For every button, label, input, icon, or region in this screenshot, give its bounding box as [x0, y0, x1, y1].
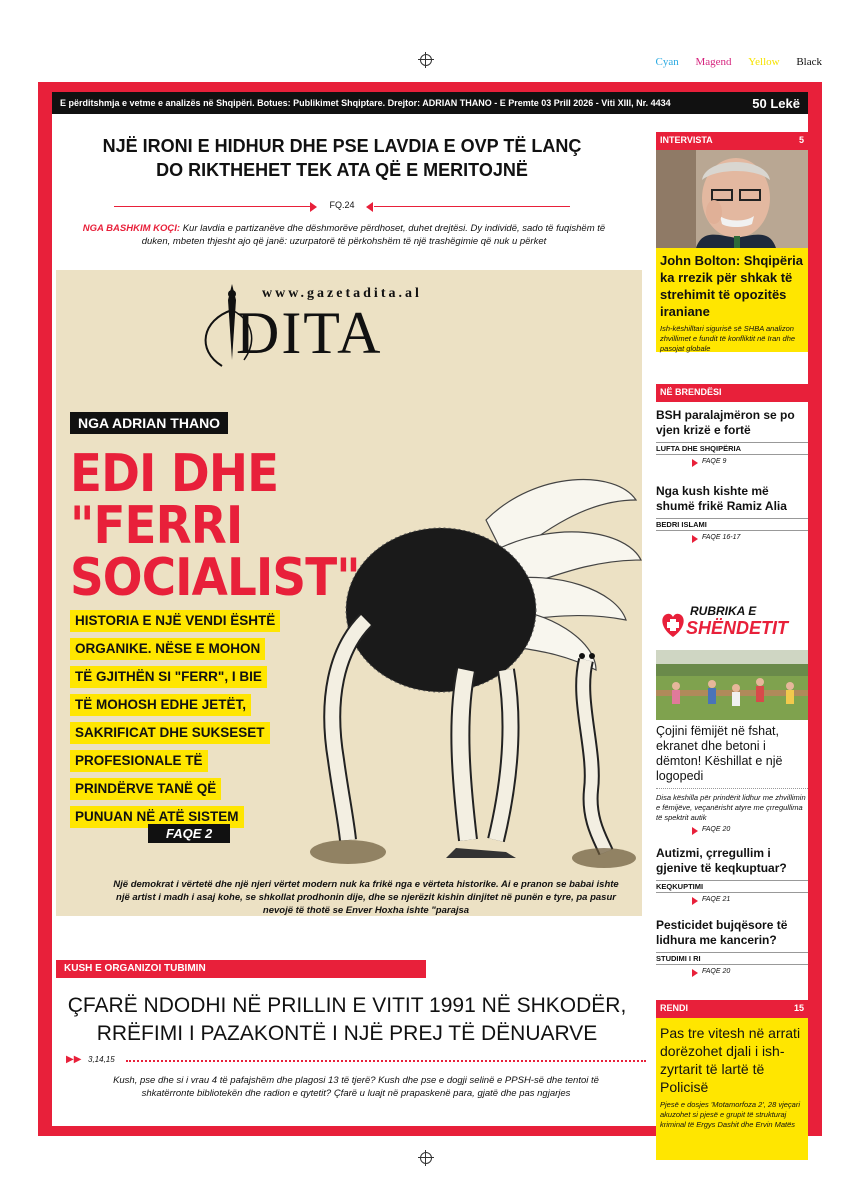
hero-byline: NGA ADRIAN THANO — [70, 412, 228, 434]
bottom-headline[interactable] — [52, 992, 642, 1048]
divider-left — [114, 206, 310, 207]
lead-headline[interactable] — [52, 134, 632, 182]
heart-cross-icon — [658, 610, 688, 640]
inside-item-headline: Autizmi, çrregullim i gjenive të keqkuptuar? — [656, 846, 787, 875]
health-label-2: SHËNDETIT — [686, 618, 789, 638]
highlight-line: SAKRIFICAT DHE SUKSESET — [70, 722, 270, 744]
health-desc: Disa këshilla për prindërit lidhur me zhvillimin e fëmijëve, veçanërisht atyre me çrregullima të spektrit autik — [656, 793, 806, 822]
inside-item[interactable] — [656, 408, 808, 465]
bolton-photo — [656, 150, 808, 248]
interview-desc: Ish-këshilltari sigurisë së SHBA analizon zhvillimet e fundit të konfliktit në Iran dhe pasojat globale — [660, 324, 796, 353]
hero-story[interactable] — [56, 270, 642, 916]
rendi-tab — [656, 1000, 808, 1018]
health-label-1: RUBRIKA E — [690, 604, 757, 618]
hero-caption: Një demokrat i vërtetë dhe një njeri vërtet modern nuk ka frikë nga e vërteta historike. Ai e pranon se babai ishte një artist i madh i asaj kohe, se shkollat prodhonin dije, dhe se njerëzit kishin dinjitet në punën e tyre, pa pasur nevojë të thotë se Enver Hoxha ishte "parajsa — [113, 879, 619, 916]
inside-item-headline: Pesticidet bujqësore të lidhura me kancerin? — [656, 918, 788, 947]
double-arrow-icon: ▶▶ — [66, 1054, 82, 1065]
lead-headline-line-1: NJË IRONI E HIDHUR DHE PSE LAVDIA E OVP TË LANÇ — [102, 136, 582, 156]
inside-item-category: BEDRI ISLAMI — [656, 518, 808, 531]
masthead-info: E përditshmja e vetme e analizës në Shqipëri. Botues: Publikimet Shqiptare. Drejtor: ADRIAN THANO - E Premte 03 Prill 2026 - Viti XIII, Nr. 4434 — [60, 98, 671, 108]
rendi-headline: Pas tre vitesh në arrati dorëzohet djali i ish-zyrtarit të lartë të Policisë — [660, 1025, 801, 1095]
hero-highlights — [70, 610, 310, 834]
hero-title-line-1: EDI DHE "FERRI — [70, 444, 279, 556]
bottom-page-numbers[interactable]: 3,14,15 — [88, 1055, 115, 1064]
highlight-line: PUNUAN NË ATË SISTEM — [70, 806, 244, 828]
highlight-line: PRINDËRVE TANË QË — [70, 778, 221, 800]
inside-item-page: FAQE 9 — [656, 458, 808, 465]
hero-title-line-2: SOCIALIST" — [70, 548, 360, 608]
interview-headline: John Bolton: Shqipëria ka rrezik për shkak të strehimit të opozitës iraniane — [660, 253, 803, 319]
inside-item-page: FAQE 20 — [656, 968, 808, 975]
inside-item-headline: Nga kush kishte më shumë frikë Ramiz Alia — [656, 484, 787, 513]
inside-item[interactable] — [656, 846, 808, 903]
bottom-page-ref — [66, 1054, 646, 1066]
masthead-bar — [52, 92, 808, 114]
highlight-line: TË MOHOSH EDHE JETËT, — [70, 694, 251, 716]
inside-item-category: STUDIMI I RI — [656, 952, 808, 965]
inside-item-page: FAQE 16-17 — [656, 534, 808, 541]
health-story[interactable] — [656, 724, 808, 833]
arrow-right-icon — [310, 202, 317, 212]
rendi-box[interactable] — [656, 1018, 808, 1160]
lead-page-ref — [52, 200, 632, 214]
inside-item[interactable] — [656, 484, 808, 541]
interview-tab — [656, 132, 808, 150]
color-magenta: Magend — [695, 56, 732, 68]
dotted-divider — [126, 1060, 646, 1062]
hero-title — [70, 444, 448, 608]
rendi-page: 15 — [793, 1003, 804, 1013]
registration-mark-top — [418, 52, 434, 68]
health-rubric — [656, 602, 808, 648]
lead-intro — [74, 222, 614, 248]
children-photo — [656, 650, 808, 720]
highlight-line: HISTORIA E NJË VENDI ËSHTË — [70, 610, 280, 632]
highlight-line: TË GJITHËN SI "FERR", I BIE — [70, 666, 267, 688]
website-url: www.gazetadita.al — [262, 286, 422, 301]
lead-page-number[interactable]: FQ.24 — [329, 200, 355, 210]
arrow-left-icon — [366, 202, 373, 212]
rendi-tab-label: RENDI — [660, 1003, 689, 1013]
highlight-line: ORGANIKE. NËSE E MOHON — [70, 638, 265, 660]
inside-item[interactable] — [656, 918, 808, 975]
lead-headline-line-2: DO RIKTHEHET TEK ATA QË E MERITOJNË — [156, 160, 528, 180]
lead-intro-text: Kur lavdia e partizanëve dhe dëshmorëve përdhoset, duhet drejtësi. Dy individë, sado të fuqishëm të duken, mbeten thjesht ajo që janë: uzurpatorë të përkohshëm të një trashëgimie që nuk u përket — [141, 223, 606, 247]
bottom-intro: Kush, pse dhe si i vrau 4 të pafajshëm dhe plagosi 13 të tjerë? Kush dhe pse e dogji selinë e PPSH-së dhe tentoi të shkatërronte bibliotekën dhe radion e qytetit? Çfarë u luajt në prapaskenë para, gjatë dhe pas ngjarjes — [113, 1075, 599, 1099]
health-page: FAQE 20 — [656, 826, 808, 833]
health-headline: Çojini fëmijët në fshat, ekranet dhe betoni i dëmton! Këshillat e një logopedi — [656, 724, 783, 783]
brendesi-tab-label: NË BRENDËSI — [660, 387, 722, 397]
front-page — [52, 92, 808, 1129]
newspaper-name: DITA — [236, 300, 383, 366]
brendesi-tab — [656, 384, 808, 402]
color-black: Black — [796, 56, 822, 68]
color-yellow: Yellow — [748, 56, 780, 68]
bottom-headline-line-2: RRËFIMI I PAZAKONTË I NJË PREJ TË DËNUARVE — [96, 1022, 598, 1045]
highlight-line: PROFESIONALE TË — [70, 750, 208, 772]
inside-item-category: LUFTA DHE SHQIPËRIA — [656, 442, 808, 455]
newspaper-logo — [192, 280, 512, 370]
inside-item-page: FAQE 21 — [656, 896, 808, 903]
interview-page: 5 — [798, 135, 804, 145]
hero-page-ref[interactable]: FAQE 2 — [148, 824, 230, 843]
interview-box[interactable] — [656, 248, 808, 352]
divider-right — [374, 206, 570, 207]
bottom-headline-line-1: ÇFARË NDODHI NË PRILLIN E VITIT 1991 NË SHKODËR, — [67, 994, 627, 1017]
color-cyan: Cyan — [655, 56, 679, 68]
registration-mark-bottom — [418, 1150, 434, 1166]
page-frame — [38, 82, 822, 1136]
price: 50 Lekë — [752, 95, 800, 111]
dotted-divider — [656, 788, 808, 789]
bottom-section-tab: KUSH E ORGANIZOI TUBIMIN — [56, 960, 426, 978]
rendi-desc: Pjesë e dosjes 'Motamorfoza 2', 28 vjeçari akuzohet si pjesë e grupit të strukturaj kriminal të Ergys Dashit dhe Ervin Matës — [660, 1100, 801, 1129]
inside-item-headline: BSH paralajmëron se po vjen krizë e fortë — [656, 408, 795, 437]
lead-author: NGA BASHKIM KOÇI: — [82, 223, 181, 234]
inside-item-category: KEQKUPTIMI — [656, 880, 808, 893]
color-bar — [642, 56, 822, 68]
interview-tab-label: INTERVISTA — [660, 135, 713, 145]
